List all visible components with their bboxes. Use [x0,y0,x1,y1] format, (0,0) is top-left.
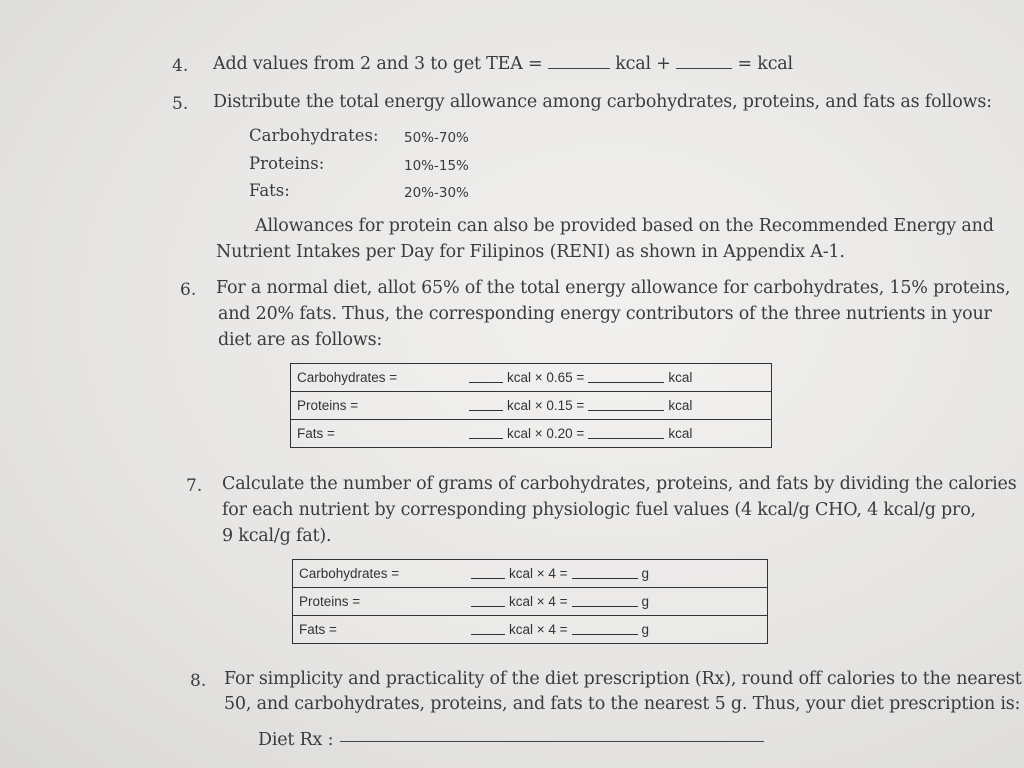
energy-row-cell [463,420,772,448]
energy-input-blank[interactable] [469,400,503,411]
energy-row-unit: kcal [668,370,693,385]
grams-row-multiplier: kcal × 4 = [509,594,568,609]
grams-row-unit: g [641,566,650,581]
energy-row-cell [463,392,772,420]
energy-row-proteins [291,392,772,420]
grams-row-label: Carbohydrates = [293,560,466,588]
energy-row-multiplier: kcal × 0.20 = [507,426,585,441]
dist-range-carbohydrates: 50%-70% [404,130,469,146]
energy-result-blank[interactable] [588,428,664,439]
item-6-number: 6. [180,280,197,300]
diet-rx-blank[interactable] [340,741,764,742]
item-6-line-2: and 20% fats. Thus, the corresponding energy contributors of the three nutrients in your [218,304,992,324]
dist-label-carbohydrates: Carbohydrates: [249,126,379,145]
item-7-line-3: 9 kcal/g fat). [222,526,332,546]
item-5-number: 5. [172,94,189,114]
energy-row-multiplier: kcal × 0.65 = [507,370,585,385]
item-7-line-2: for each nutrient by corresponding physiologic fuel values (4 kcal/g CHO, 4 kcal/g pro, [222,500,976,520]
item-6-line-3: diet are as follows: [218,330,383,350]
item-7-line-1: Calculate the number of grams of carbohydrates, proteins, and fats by dividing the calories [222,474,1017,494]
grams-input-blank[interactable] [471,624,505,635]
grams-row-multiplier: kcal × 4 = [509,566,568,581]
note-line-2: Nutrient Intakes per Day for Filipinos (RENI) as shown in Appendix A-1. [216,242,845,262]
dist-range-fats: 20%-30% [404,185,469,201]
item-7-number: 7. [186,476,203,496]
grams-row-fats [293,616,768,644]
energy-result-blank[interactable] [588,372,664,383]
energy-row-multiplier: kcal × 0.15 = [507,398,585,413]
tea-blank-2[interactable] [676,54,732,69]
grams-row-cell [465,588,768,616]
item-8-line-1: For simplicity and practicality of the diet prescription (Rx), round off calories to the nearest [224,669,1022,689]
grams-input-blank[interactable] [471,568,505,579]
energy-result-blank[interactable] [588,400,664,411]
item-4-text [213,54,793,74]
energy-row-carbohydrates [291,364,772,392]
diet-rx-label: Diet Rx : [258,730,334,750]
energy-row-fats [291,420,772,448]
grams-row-label: Fats = [293,616,466,644]
grams-row-label: Proteins = [293,588,466,616]
item-4-number: 4. [172,56,189,76]
grams-row-unit: g [641,622,650,637]
item-4-text-b: kcal + [615,54,671,74]
grams-row-multiplier: kcal × 4 = [509,622,568,637]
grams-row-cell [465,560,768,588]
item-6-line-1: For a normal diet, allot 65% of the total energy allowance for carbohydrates, 15% proteins, [216,278,1011,298]
energy-row-label: Carbohydrates = [291,364,464,392]
energy-input-blank[interactable] [469,372,503,383]
item-4-text-a: Add values from 2 and 3 to get TEA = [213,54,543,74]
grams-row-proteins [293,588,768,616]
item-4-text-c: = kcal [737,54,793,74]
grams-table [292,559,768,644]
grams-row-unit: g [641,594,650,609]
energy-row-unit: kcal [668,426,693,441]
item-8-number: 8. [190,671,207,691]
item-8-line-2: 50, and carbohydrates, proteins, and fats to the nearest 5 g. Thus, your diet prescription is: [224,694,1021,714]
item-5-text: Distribute the total energy allowance among carbohydrates, proteins, and fats as follows: [213,92,992,112]
dist-label-fats: Fats: [249,181,290,200]
energy-row-label: Fats = [291,420,464,448]
dist-label-proteins: Proteins: [249,154,325,173]
grams-result-blank[interactable] [572,596,638,607]
energy-input-blank[interactable] [469,428,503,439]
energy-row-label: Proteins = [291,392,464,420]
grams-input-blank[interactable] [471,596,505,607]
grams-result-blank[interactable] [572,624,638,635]
dist-range-proteins: 10%-15% [404,158,469,174]
grams-row-cell [465,616,768,644]
grams-row-carbohydrates [293,560,768,588]
grams-result-blank[interactable] [572,568,638,579]
energy-row-unit: kcal [668,398,693,413]
tea-blank-1[interactable] [548,54,610,69]
energy-row-cell [463,364,772,392]
note-line-1: Allowances for protein can also be provided based on the Recommended Energy and [255,216,994,236]
energy-table [290,363,772,448]
